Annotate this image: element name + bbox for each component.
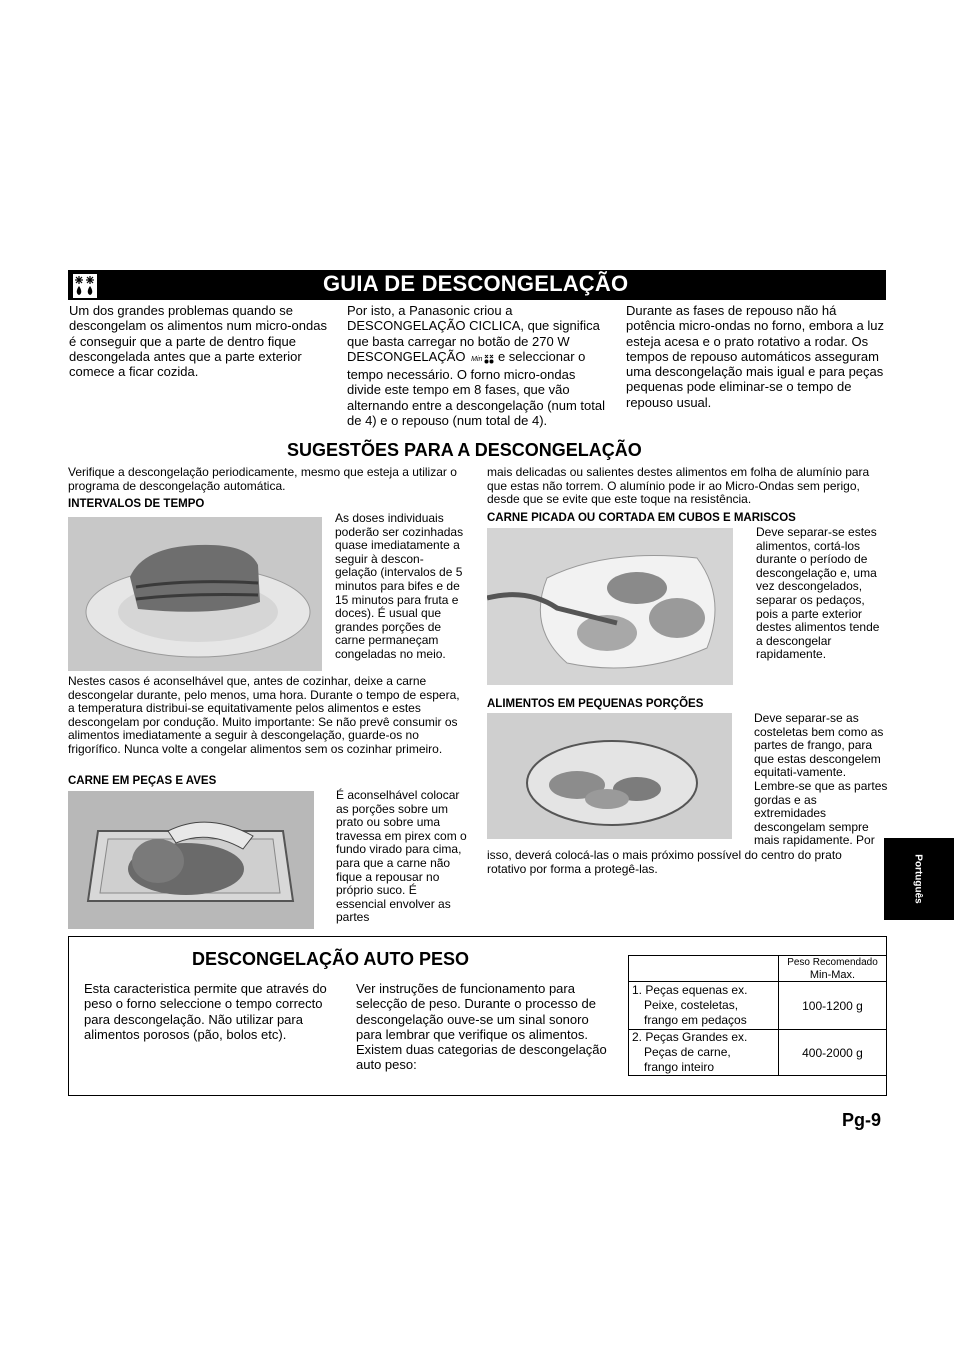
- header-weight-label: Peso Recomendado: [787, 956, 878, 968]
- intro-col-2-a: Por isto, a Panasonic criou a DESCONGELAÇÃO CICLICA, que significa que basta carregar no botão de 270 W DESCONGELAÇÃO: [347, 303, 600, 364]
- table-row: [629, 1030, 887, 1076]
- page-number: Pg-9: [842, 1110, 882, 1130]
- roast-meat-photo: [68, 517, 322, 671]
- meat-heading: CARNE EM PEÇAS E AVES: [68, 775, 217, 787]
- min-defrost-icon: [471, 356, 494, 363]
- minced-meat-photo: [487, 528, 733, 685]
- row-1-line-3: frango em pedaços: [644, 1013, 747, 1027]
- title-bar: [68, 270, 886, 300]
- row-2-line-2: Peças de carne,: [644, 1045, 731, 1059]
- intro-col-2: [347, 303, 607, 428]
- intro-col-2-b: e seleccionar o tempo necessário. O forno micro-ondas divide este tempo em 8 fases, que vão alternando entre a descongelação (num total de 4) e o repouso (num total de 4).: [347, 348, 606, 429]
- minced-heading: CARNE PICADA OU CORTADA EM CUBOS E MARISCOS: [487, 512, 796, 524]
- time-side-text: As doses individuais poderão ser cozinhadas quase imediatamente a seguir à descon-gelação (intervalos de 5 minutos para bifes e de 15 minutos para fruta e doces). É usual que grandes porções de carne permaneçam congeladas no meio.: [335, 511, 464, 661]
- suggestions-title: SUGESTÕES PARA A DESCONGELAÇÃO: [287, 440, 642, 460]
- table-header: [779, 956, 887, 982]
- auto-weight-title: DESCONGELAÇÃO AUTO PESO: [192, 949, 470, 969]
- intro-col-1: Um dos grandes problemas quando se descongelam os alimentos num micro-ondas é conseguir que a parte de dentro fique descongelada antes que a parte exterior comece a ficar cozida.: [69, 303, 327, 380]
- auto-weight-box: [68, 936, 887, 1096]
- meat-continued: mais delicadas ou salientes destes alimentos em folha de alumínio para que estas não torrem. O alumínio pode ir ao Micro-Ondas sem perigo, desde que se evite que este toque na resistência.: [487, 465, 870, 507]
- meat-side-text: É aconselhável colocar as porções sobre um prato ou sobre uma travessa em pirex com o fundo virado para cima, para que a carne não fique a repousar no próprio suco. É essencial envolver as partes: [336, 788, 467, 925]
- row-2-line-3: frango inteiro: [644, 1060, 715, 1074]
- small-heading: ALIMENTOS EM PEQUENAS PORÇÕES: [487, 698, 704, 710]
- language-label: Português: [912, 854, 924, 904]
- row-2-range: 400-2000 g: [779, 1030, 887, 1076]
- defrost-icon: [72, 273, 98, 299]
- row-1-category: [629, 982, 779, 1030]
- minced-side-text: Deve separar-se estes alimentos, cortá-los durante o período de descongelação e, uma vez descongelados, separar os pedaços, pois a parte exterior destes alimentos tende a descongelar rapidamente.: [756, 525, 880, 662]
- suggestions-lead: Verifique a descongelação periodicamente, mesmo que esteja a utilizar o programa de descongelação automática.: [68, 465, 457, 493]
- small-continued: isso, deverá colocá-las o mais próximo possível do centro do prato rotativo por forma a protegê-las.: [487, 848, 842, 876]
- time-continued: Nestes casos é aconselhável que, antes de cozinhar, deixe a carne descongelar durante, pelo menos, uma hora. Durante o tempo de espera, a temperatura distribui-se equitativamente pelos alimentos e estes descongelam por condução. Muito importante: Se não prevê consumir os alimentos imediatamente a seguir à descongelação, guarde-os no frigorífico. Nunca volte a congelar alimentos sem os cozinhar primeiro.: [68, 674, 460, 756]
- row-1-line-2: Peixe, costeletas,: [644, 998, 739, 1012]
- auto-weight-col-1: Esta caracteristica permite que através do peso o forno seleccione o tempo correcto para descongelação. Não utilizar para alimentos porosos (pão, bolos etc).: [84, 981, 327, 1042]
- small-portions-photo: [487, 713, 732, 839]
- row-2-category: [629, 1030, 779, 1076]
- table-row: [629, 982, 887, 1030]
- time-heading: INTERVALOS DE TEMPO: [68, 498, 205, 510]
- poultry-photo: [68, 791, 314, 929]
- weight-table: [628, 955, 887, 1076]
- min-label: Min: [471, 355, 483, 363]
- intro-col-3: Durante as fases de repouso não há potência micro-ondas no forno, embora a luz esteja acesa e o prato rotativo a rodar. Os tempos de repouso automáticos asseguram uma descongelação mais igual e para peças pequenas pode eliminar-se o tempo de repouso usual.: [626, 303, 884, 410]
- language-tab: [884, 838, 954, 920]
- row-1-line-1: 1. Peças equenas ex.: [632, 983, 748, 997]
- small-side-text: Deve separar-se as costeletas bem como as partes de frango, para que estas descongelem equitati-vamente. Lembre-se que as partes gordas e as extremidades descongelam sempre mais rapidamente. Por: [754, 711, 888, 848]
- header-range-label: Min-Max.: [809, 968, 856, 981]
- row-2-line-1: 2. Peças Grandes ex.: [632, 1030, 748, 1044]
- auto-weight-col-2: Ver instruções de funcionamento para selecção de peso. Durante o processo de descongelação ouve-se um sinal sonoro para lembrar que verifique os alimentos. Existem duas categorias de descongelação auto peso:: [356, 981, 607, 1073]
- table-header-empty: [629, 956, 779, 982]
- page-title: GUIA DE DESCONGELAÇÃO: [323, 271, 629, 296]
- row-1-range: 100-1200 g: [779, 982, 887, 1030]
